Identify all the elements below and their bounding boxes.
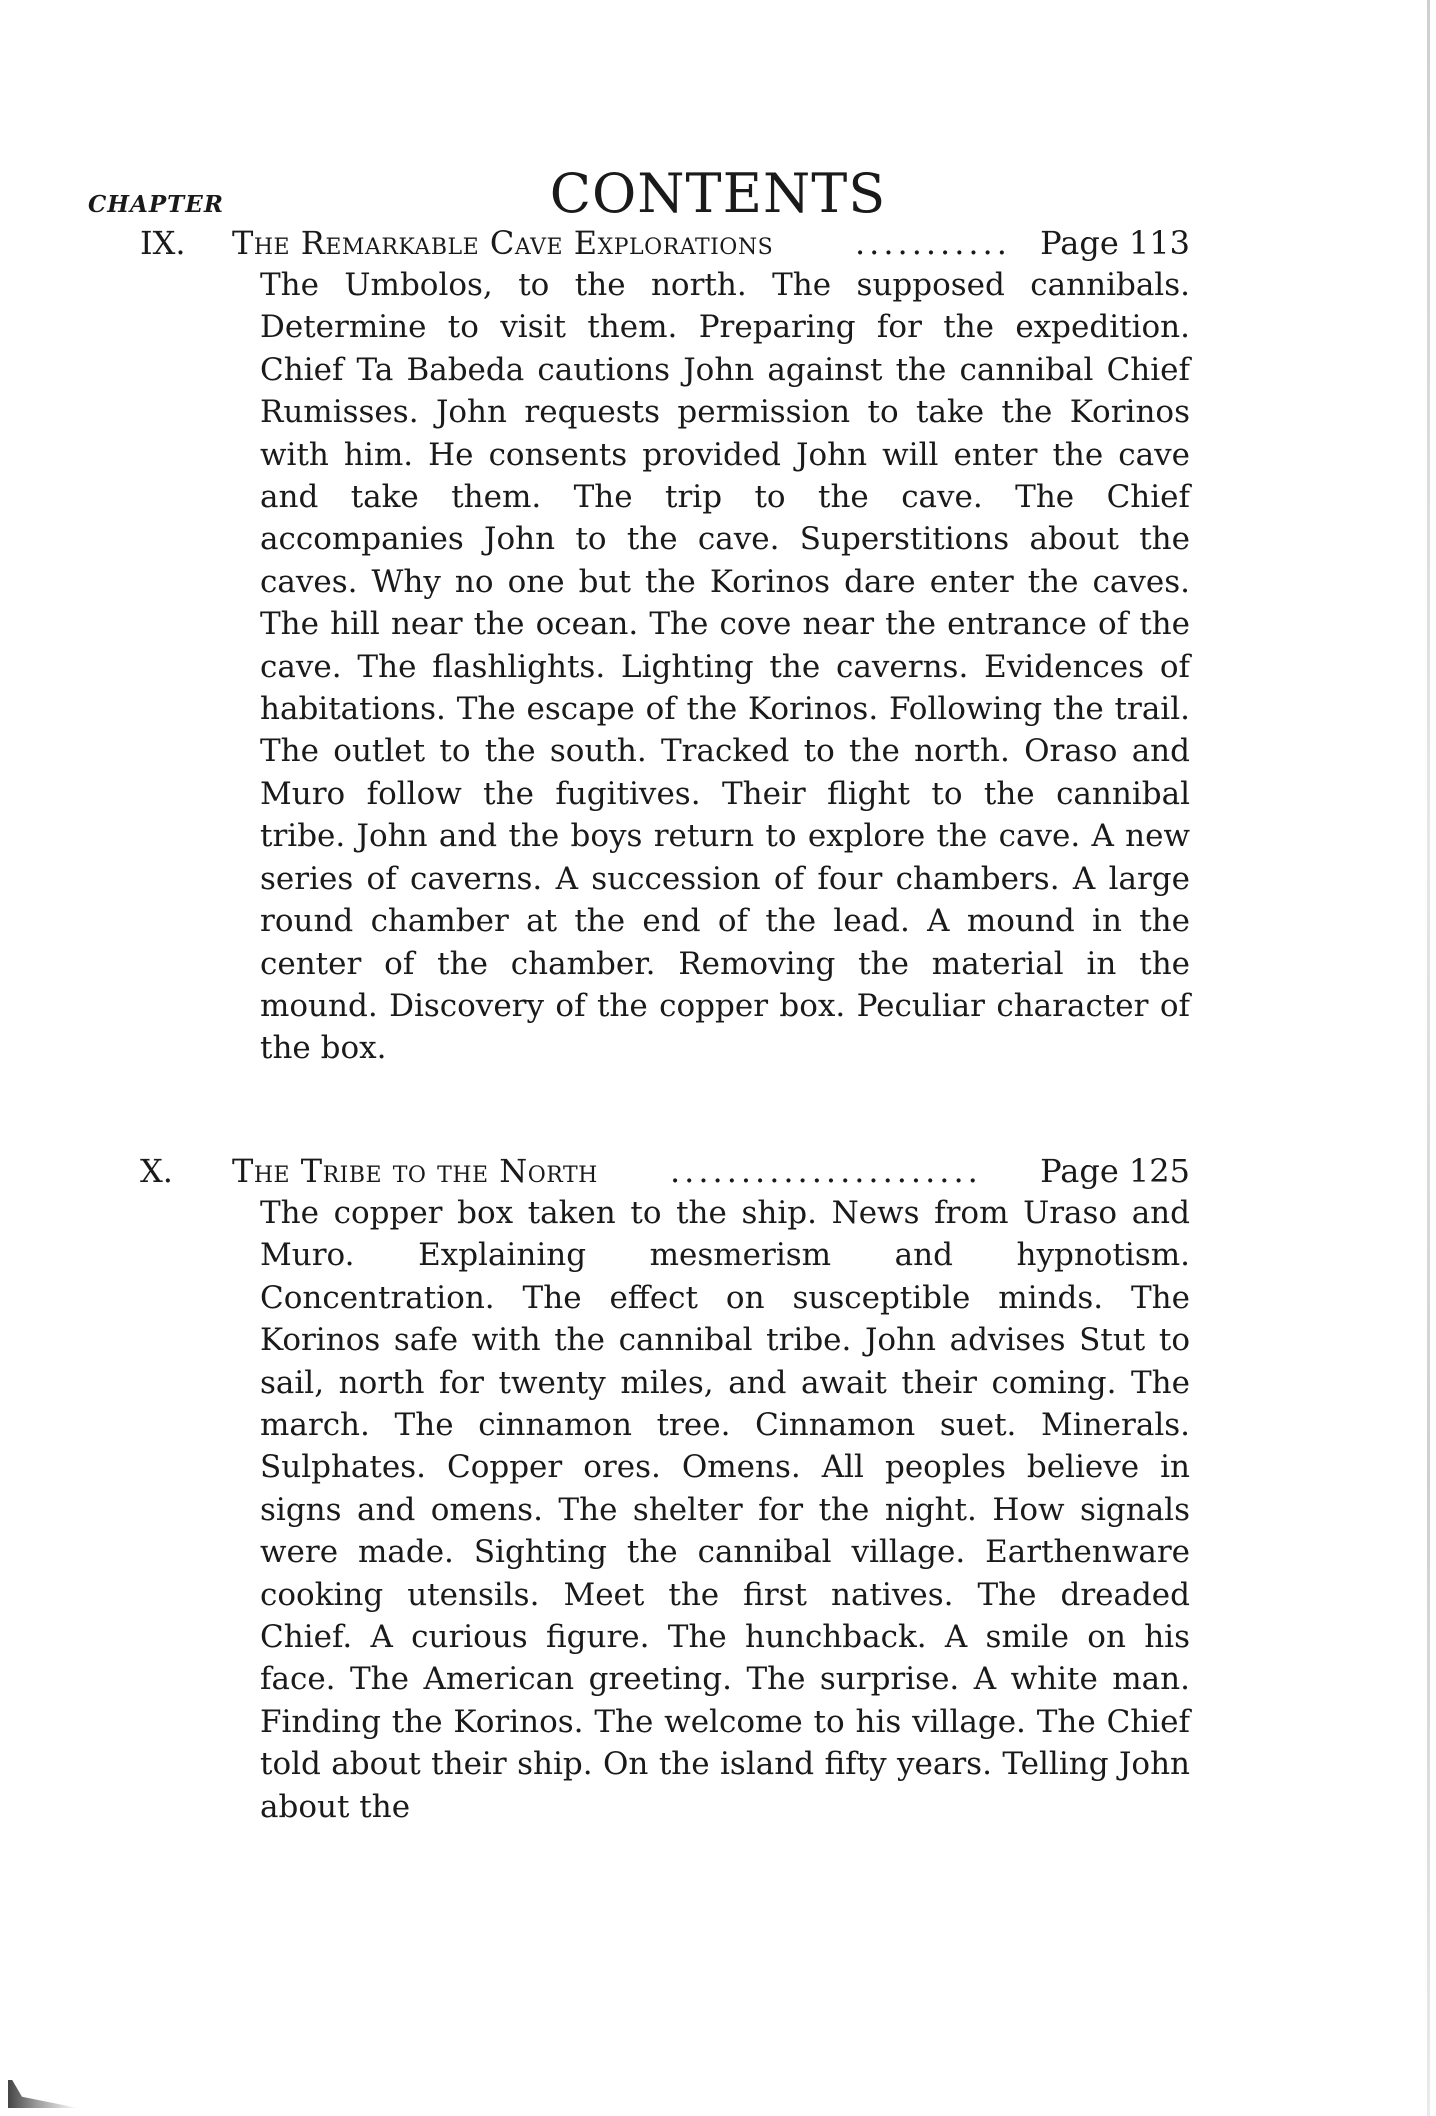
page-edge bbox=[1427, 0, 1430, 2116]
dot-leader: ...................... bbox=[670, 1152, 982, 1190]
entry-heading bbox=[140, 1150, 1190, 1192]
page-title: CONTENTS bbox=[549, 162, 887, 226]
chapter-title: The Remarkable Cave Explorations bbox=[232, 224, 774, 262]
chapter-title: The Tribe to the North bbox=[232, 1152, 598, 1190]
page-reference: Page 125 bbox=[1040, 1152, 1190, 1190]
chapter-summary: The Umbolos, to the north. The supposed cannibals. Determine to visit them. Preparing for the expedition. Chief Ta Babeda cautions John against the cannibal Chief Rumisses. John requests permission to take the Korinos with him. He consents provided John will enter the cave and take them. The trip to the cave. The Chief accompanies John to the cave. Superstitions about the caves. Why no one but the Korinos dare enter the caves. The hill near the ocean. The cove near the entrance of the cave. The flashlights. Lighting the caverns. Evidences of habitations. The escape of the Korinos. Following the trail. The outlet to the south. Tracked to the north. Oraso and Muro follow the fugitives. Their flight to the cannibal tribe. John and the boys return to explore the cave. A new series of caverns. A succession of four chambers. A large round chamber at the end of the lead. A mound in the center of the chamber. Removing the material in the mound. Discovery of the copper box. Peculiar character of the box. bbox=[260, 267, 1190, 1067]
chapter-summary: The copper box taken to the ship. News from Uraso and Muro. Explaining mesmerism and hypnotism. Concentration. The effect on susceptible minds. The Korinos safe with the cannibal tribe. John advises Stut to sail, north for twenty miles, and await their coming. The march. The cinnamon tree. Cinnamon suet. Minerals. Sulphates. Copper ores. Omens. All peoples believe in signs and omens. The shelter for the night. How signals were made. Sighting the cannibal village. Earthenware cooking utensils. Meet the first natives. The dreaded Chief. A curious figure. The hunchback. A smile on his face. The American greeting. The surprise. A white man. Finding the Korinos. The welcome to his village. The Chief told about their ship. On the island fifty years. Telling John about the bbox=[260, 1195, 1190, 1825]
chapter-numeral: X. bbox=[140, 1152, 173, 1190]
contents-entry bbox=[140, 1150, 1190, 1859]
contents-entry bbox=[140, 222, 1190, 1101]
scan-artifact bbox=[8, 2080, 78, 2108]
chapter-column-label: CHAPTER bbox=[88, 191, 224, 218]
dot-leader: ........... bbox=[855, 224, 1011, 262]
chapter-numeral: IX. bbox=[140, 224, 186, 262]
entry-heading bbox=[140, 222, 1190, 264]
page-reference: Page 113 bbox=[1040, 224, 1190, 262]
